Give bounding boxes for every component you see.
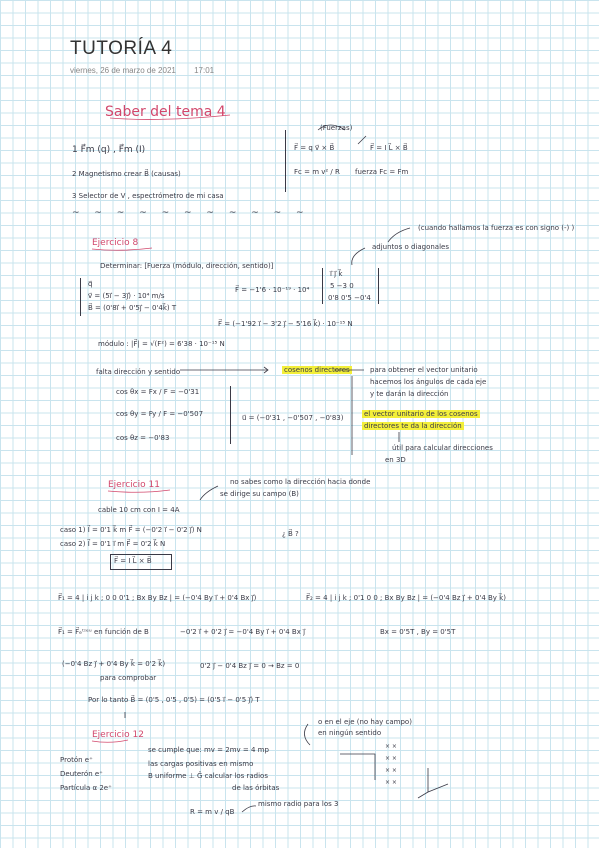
exercise-12-title: Ejercicio 12 — [92, 730, 144, 740]
exercise-11-title: Ejercicio 11 — [108, 480, 160, 490]
exercise-8-cos-note-1: para obtener el vector unitario — [370, 366, 478, 374]
exercise-12-note-2: en ningún sentido — [318, 729, 382, 737]
exercise-8-cos-y: cos θy = Fy / F = −0'507 — [116, 410, 204, 418]
det-header: i⃗ j⃗ k⃗ — [330, 270, 343, 278]
page-date: viernes, 26 de marzo de 2021 — [70, 66, 176, 75]
dot-mark: × × — [385, 779, 397, 786]
det-row-1: 5 −3 0 — [330, 282, 354, 290]
exercise-11-boxed-text: F⃗ = I L⃗ × B⃗ — [114, 557, 152, 565]
exercise-8-direction: falta dirección y sentido — [96, 368, 181, 376]
dot-mark: × × — [385, 743, 397, 750]
exercise-11-note-1: no sabes como la dirección hacia donde — [230, 478, 371, 486]
forces-label: (Fuerzas) — [320, 124, 353, 132]
exercise-12-deuteron: Deuterón e⁺ — [60, 770, 103, 778]
exercise-8-note-sign: (cuando hallamos la fuerza es con signo (-) ) — [418, 224, 575, 232]
exercise-8-unit-note-1: el vector unitario de los cosenos — [364, 410, 478, 418]
exercise-8-velocity: v⃗ = (5i⃗ − 3j⃗) · 10⁴ m/s — [88, 292, 165, 300]
grid-marks — [385, 743, 397, 786]
exercise-8-cos-note-2: hacemos los ángulos de cada eje — [370, 378, 487, 386]
slash-1 — [358, 136, 366, 144]
exercise-11-expression: F⃗₁ = F⃗ₑᵗᶦᵉᵘ en función de B — [58, 628, 149, 636]
arrow-ex11-note — [200, 486, 218, 500]
exercise-11-solution: Bx = 0'5T , By = 0'5T — [380, 628, 456, 636]
dot-mark: × × — [385, 767, 397, 774]
ex12-diagram-frame — [340, 754, 375, 780]
exercise-8-unit-vector: u⃗ = (−0'31 , −0'507 , −0'83) — [242, 414, 344, 422]
exercise-8-use-1: útil para calcular direcciones — [392, 444, 493, 452]
dot-mark: × × — [385, 755, 397, 762]
exercise-8-use-2: en 3D — [385, 456, 406, 464]
centripetal-equation: Fc = m v² / R — [294, 168, 340, 176]
exercise-11-B-question: ¿ B⃗ ? — [282, 530, 299, 538]
exercise-8-underline — [92, 248, 152, 250]
exercise-8-title: Ejercicio 8 — [92, 238, 139, 248]
exercise-8-force-result: F⃗ = (−1'92 i⃗ − 3'2 j⃗ − 5'16 k⃗) · 10⁻¹⁵ N — [218, 320, 353, 328]
axes-icon-z — [418, 792, 428, 798]
exercise-8-cos-x: cos θx = Fx / F = −0'31 — [116, 388, 200, 396]
exercise-11-cable: cable 10 cm con I = 4A — [98, 506, 180, 514]
exercise-11-check-label: para comprobar — [100, 674, 157, 682]
exercise-11-check: (−0'4 Bz j⃗ + 0'4 By k⃗ = 0'2 k⃗) — [62, 660, 166, 668]
exercise-11-check-2: 0'2 j⃗ − 0'4 Bz j⃗ = 0 → Bz = 0 — [200, 662, 300, 670]
exercise-11-final: Por lo tanto B⃗ = (0'5 , 0'5 , 0'5) = (0'5 i⃗ − 0'5 j⃗) T — [88, 696, 260, 704]
arrow-bottom — [242, 806, 256, 812]
notes-heading: Saber del tema 4 — [105, 104, 226, 120]
exercise-8-field: B⃗ = (0'8i⃗ + 0'5j⃗ − 0'4k⃗) T — [88, 304, 177, 312]
separator-squiggle: ~ ~ ~ ~ ~ ~ ~ ~ ~ ~ ~ — [72, 208, 310, 218]
page-time: 17:01 — [194, 66, 215, 75]
exercise-12-line-4: de las órbitas — [232, 784, 280, 792]
det-row-2: 0'8 0'5 −0'4 — [328, 294, 371, 302]
force-equation-current: F⃗ = I L⃗ × B⃗ — [370, 144, 408, 152]
exercise-8-cos-z: cos θz = −0'83 — [116, 434, 170, 442]
exercise-12-line-2: las cargas positivas en mismo — [148, 760, 254, 768]
arrow-ex12-note — [304, 724, 310, 745]
exercise-12-underline — [92, 740, 128, 742]
forces-arc — [318, 125, 345, 130]
exercise-8-note-diagonals: adjuntos o diagonales — [372, 243, 449, 251]
exercise-8-charge: q⃗ — [88, 280, 93, 288]
exercise-12-line-3: B uniforme ⊥ Ĝ calcular los radios — [148, 772, 268, 780]
exercise-8-cos-note-3: y te darán la dirección — [370, 390, 449, 398]
exercise-12-note-1: o en el eje (no hay campo) — [318, 718, 412, 726]
exercise-8-modulus: módulo : |F⃗| = √(F²) = 6'38 · 10⁻¹⁵ N — [98, 340, 225, 348]
arrow-note-2 — [352, 248, 365, 265]
notes-item-3: 3 Selector de V , espectrómetro de mi casa — [72, 192, 224, 200]
axes-icon — [428, 768, 448, 792]
exercise-11-f2: F⃗₂ = 4 | i j k ; 0'1 0 0 ; Bx By Bz | = (−0'4 Bz j⃗ + 0'4 By k⃗) — [306, 594, 506, 602]
exercise-8-force-prefix: F⃗ = −1'6 · 10⁻¹⁹ · 10⁴ — [235, 286, 310, 294]
exercise-12-bottom-2: R = m v / qB — [190, 808, 235, 816]
notes-item-2: 2 Magnetismo crear B⃗ (causas) — [72, 170, 181, 178]
exercise-8-cosines-label: cosenos directores — [284, 366, 350, 374]
exercise-11-equation: −0'2 i⃗ + 0'2 j⃗ = −0'4 By i⃗ + 0'4 Bx j⃗ — [180, 628, 306, 636]
exercise-12-alpha: Partícula α 2e⁺ — [60, 784, 112, 792]
arrow-note-1 — [388, 228, 410, 242]
exercise-12-line-1: se cumple que: mv = 2mv = 4 mp — [148, 746, 269, 754]
exercise-11-case-2: caso 2) I⃗ = 0'1 i⃗ m F⃗ = 0'2 k⃗ N — [60, 540, 166, 548]
exercise-8-determine: Determinar: [Fuerza (módulo, dirección, sentido)] — [100, 262, 274, 270]
exercise-12-bottom: mismo radio para los 3 — [258, 800, 339, 808]
heading-underline — [110, 115, 230, 119]
force-equality: fuerza Fc = Fm — [355, 168, 409, 176]
exercise-11-case-1: caso 1) I⃗ = 0'1 k⃗ m F⃗ = (−0'2 i⃗ − 0'2 j⃗) N — [60, 526, 202, 534]
notes-item-1: 1 F⃗m (q) , F⃗m (I) — [72, 145, 146, 155]
exercise-8-unit-note-2: directores te da la dirección — [364, 422, 462, 430]
page-title: TUTORÍA 4 — [70, 38, 173, 59]
exercise-11-f1: F⃗₁ = 4 | i j k ; 0 0 0'1 ; Bx By Bz | = (−0'4 By i⃗ + 0'4 Bx j⃗) — [58, 594, 257, 602]
force-equation: F⃗ = q v⃗ × B⃗ — [294, 144, 335, 152]
exercise-11-note-2: se dirige su campo (B) — [220, 490, 299, 498]
exercise-12-proton: Protón e⁺ — [60, 756, 93, 764]
exercise-11-underline — [108, 490, 170, 492]
